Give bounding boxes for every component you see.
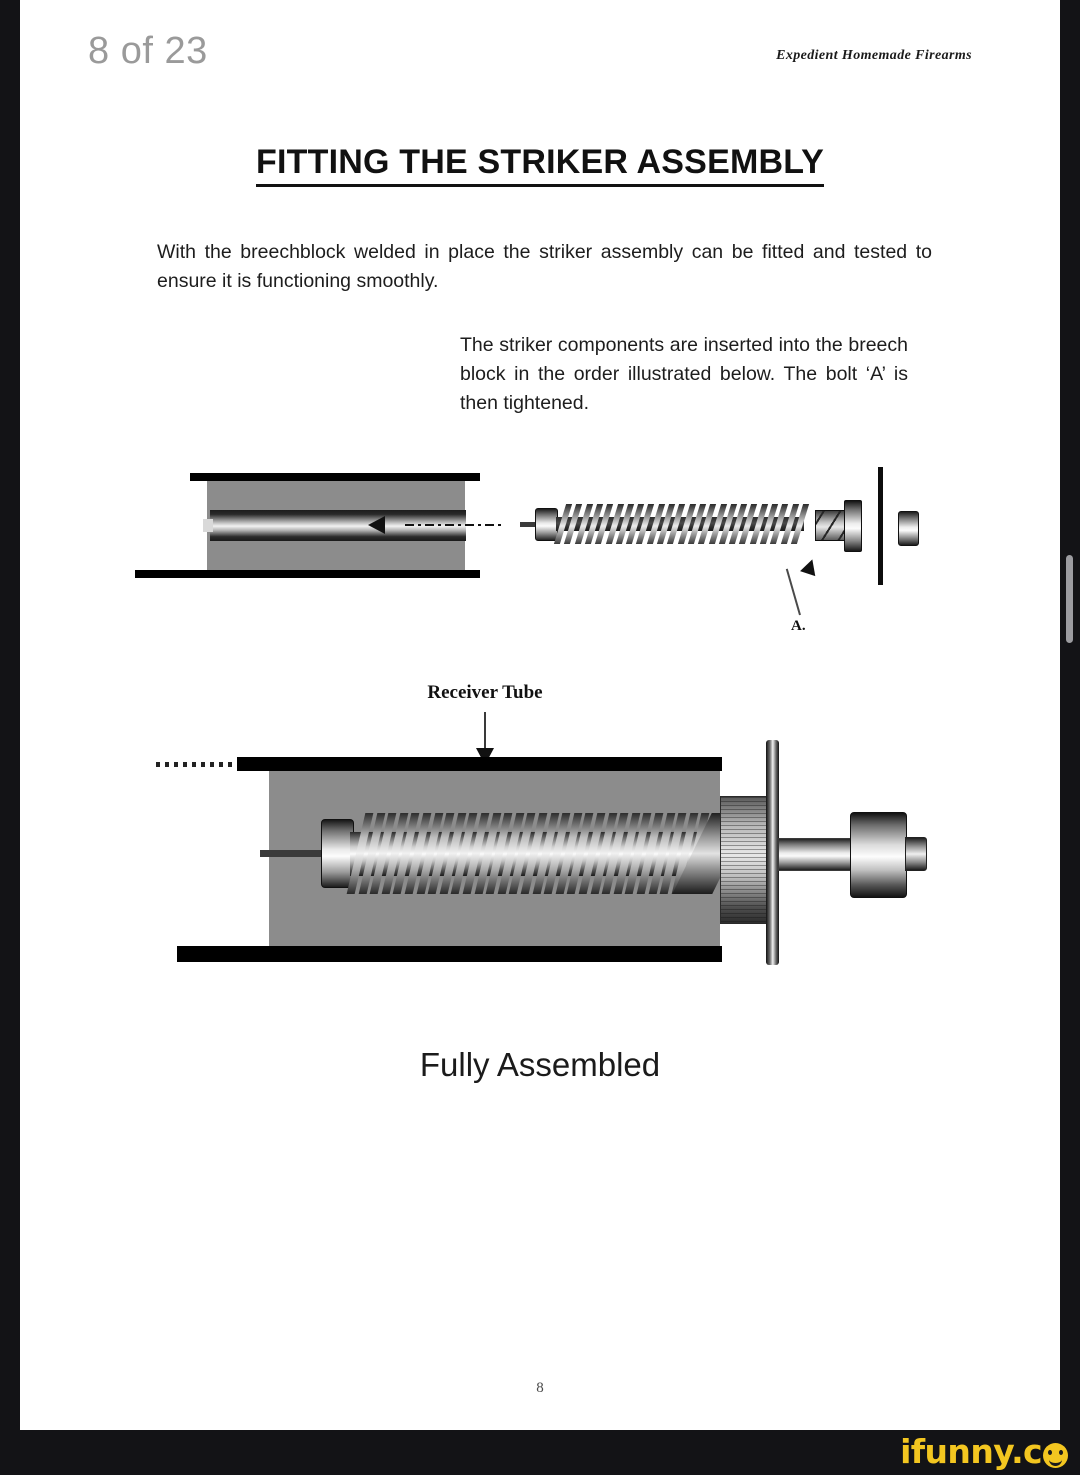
ifunny-watermark bbox=[900, 1432, 1068, 1471]
bore-notch-icon bbox=[203, 519, 213, 532]
tube-extension-dots-icon bbox=[156, 762, 238, 767]
receiver-rail-top-icon bbox=[190, 473, 480, 481]
watermark-text: ifunny.c bbox=[900, 1432, 1042, 1471]
order-paragraph: The striker components are inserted into the breech block in the order illustrated below. The bolt ‘A’ is then tightened. bbox=[460, 334, 908, 414]
exploded-assembly-figure bbox=[20, 455, 1060, 655]
assembled-figure bbox=[20, 672, 1060, 982]
receiver-rail-bottom-icon bbox=[135, 570, 480, 578]
bolt-a-head-icon bbox=[844, 500, 862, 552]
document-page bbox=[20, 0, 1060, 1430]
running-header: Expedient Homemade Firearms bbox=[776, 48, 972, 63]
page-title bbox=[20, 143, 1060, 182]
figure-caption: Fully Assembled bbox=[419, 1046, 661, 1083]
printed-page-number: 8 bbox=[536, 1380, 544, 1396]
callout-label-a: A. bbox=[791, 618, 806, 634]
callout-arrow-icon bbox=[800, 557, 820, 576]
insertion-arrow-head-icon bbox=[368, 516, 385, 534]
smiley-icon bbox=[1043, 1443, 1068, 1468]
intro-paragraph: With the breechblock welded in place the striker assembly can be fitted and tested to ensure it is functioning smoothly. bbox=[157, 241, 932, 292]
knob-stub-icon bbox=[905, 837, 927, 871]
scrollbar-thumb[interactable] bbox=[1066, 555, 1073, 643]
page-title-text: FITTING THE STRIKER ASSEMBLY bbox=[256, 143, 824, 187]
cocking-shaft-icon bbox=[778, 838, 854, 871]
end-cap-icon bbox=[898, 511, 919, 546]
knurled-plug-icon bbox=[720, 796, 767, 924]
receiver-tube-annotation: Receiver Tube bbox=[427, 682, 543, 703]
tube-wall-bottom-icon bbox=[177, 946, 722, 962]
insertion-arrow-line-icon bbox=[405, 524, 503, 526]
section-divider-icon bbox=[878, 467, 883, 585]
callout-leader-icon bbox=[786, 569, 801, 616]
assembled-striker-tip-icon bbox=[260, 850, 323, 857]
cocking-knob-icon bbox=[850, 812, 907, 898]
page-indicator: 8 of 23 bbox=[88, 30, 208, 72]
striker-head-icon bbox=[535, 508, 558, 541]
tube-wall-top-icon bbox=[237, 757, 722, 771]
